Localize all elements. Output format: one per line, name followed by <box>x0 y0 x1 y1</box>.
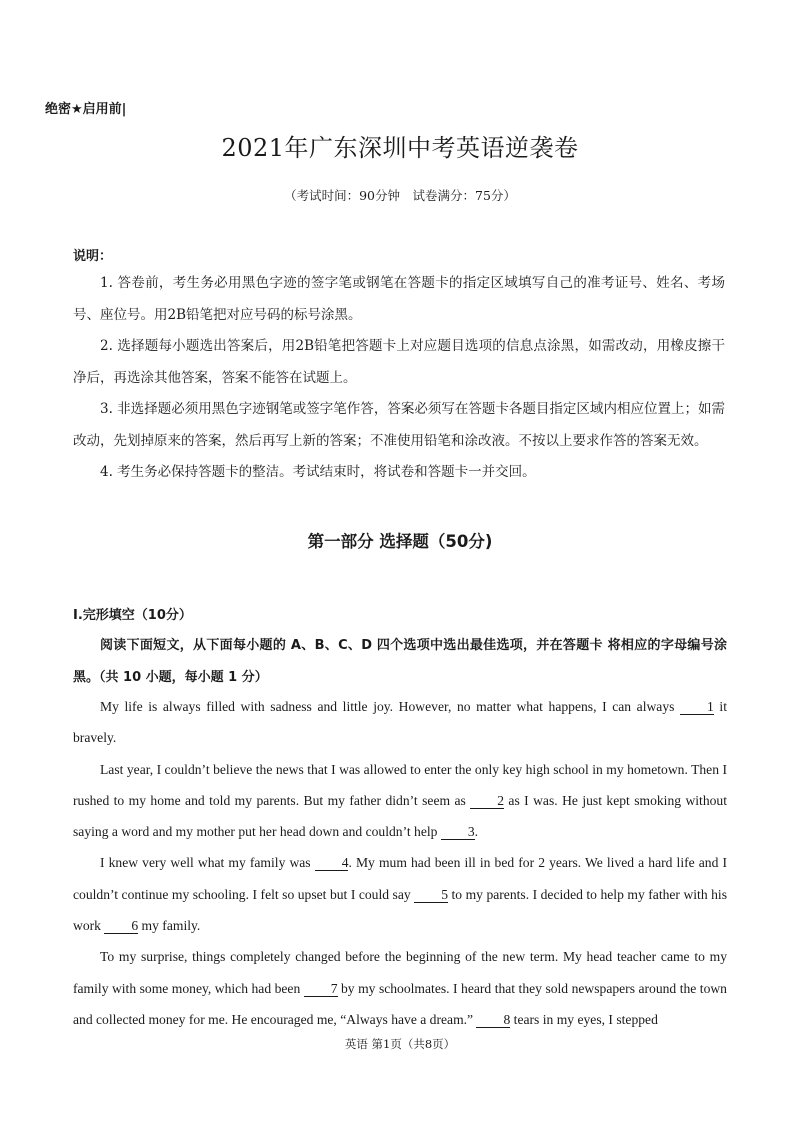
passage-text: my family. <box>138 918 201 934</box>
section-heading: I.完形填空（10分） <box>73 608 192 623</box>
passage-text: To my surprise, things completely changed before the beginning of the new term. My head teacher came to my family with some money, which had been <box>73 949 727 996</box>
passage-text: by my schoolmates. I heard that they sold newspapers around the town and collected money for me. He encouraged me, “Always have a dream.” <box>73 980 727 1027</box>
cloze-blank: 3 <box>441 825 475 840</box>
cloze-blank: 4 <box>315 856 349 871</box>
passage-text: tears in my eyes, I stepped <box>510 1011 658 1027</box>
notes-label: 说明： <box>73 249 113 264</box>
note-item: 4. 考生务必保持答题卡的整洁。考试结束时，将试卷和答题卡一并交回。 <box>100 464 536 480</box>
part-title: 第一部分 选择题（50分) <box>307 532 493 551</box>
passage-paragraph <box>73 941 727 1035</box>
exam-subtitle: （考试时间：90分钟 试卷满分：75分） <box>284 188 516 203</box>
passage-text: Last year, I couldn’t believe the news that I was allowed to enter the only key high school in my hometown. Then I rushed to my home and told my parents. But my father didn’t seem as <box>73 761 727 808</box>
cloze-blank: 5 <box>414 888 448 903</box>
exam-title: 2021年广东深圳中考英语逆袭卷 <box>221 134 579 162</box>
passage-text: it bravely. <box>73 699 727 746</box>
passage-paragraph <box>73 691 727 754</box>
passage-text: I knew very well what my family was <box>100 855 315 871</box>
note-item: 3. 非选择题必须用黑色字迹钢笔或签字笔作答，答案必须写在答题卡各题目指定区域内相应位置上；如需改动，先划掉原来的答案，然后再写上新的答案；不准使用铅笔和涂改液。不按以上要求作答的答案无效。 <box>73 401 725 449</box>
cloze-blank: 2 <box>470 794 504 809</box>
page-footer: 英语 第1页（共8页） <box>344 1037 456 1051</box>
note-item: 2. 选择题每小题选出答案后，用2B铅笔把答题卡上对应题目选项的信息点涂黑，如需改动，用橡皮擦干净后，再选涂其他答案，答案不能答在试题上。 <box>73 338 725 386</box>
cloze-blank: 1 <box>680 700 714 715</box>
section-instruction <box>73 630 727 693</box>
note-item: 1. 答卷前，考生务必用黑色字迹的签字笔或钢笔在答题卡的指定区域填写自己的准考证号、姓名、考场号、座位号。用2B铅笔把对应号码的标号涂黑。 <box>73 275 725 323</box>
cloze-blank: 7 <box>304 982 338 997</box>
cloze-blank: 6 <box>104 919 138 934</box>
passage-paragraph <box>73 847 727 941</box>
notes-list <box>73 268 725 489</box>
cloze-passage <box>73 691 727 1035</box>
confidential-label: 绝密★启用前| <box>45 102 127 117</box>
passage-text: My life is always filled with sadness and little joy. However, no matter what happens, I can always <box>100 699 681 714</box>
passage-text: . My mum had been ill in bed for 2 years. We lived a hard life and I couldn’t continue my schooling. I felt so upset but I could say <box>73 855 727 902</box>
passage-text: . <box>474 824 479 840</box>
passage-paragraph <box>73 754 727 848</box>
cloze-blank: 8 <box>476 1013 510 1028</box>
passage-text: as I was. He just kept smoking without saying a word and my mother put her head down and couldn’t help <box>73 792 728 840</box>
instruction-text: 阅读下面短文，从下面每小题的 A、B、C、D 四个选项中选出最佳选项，并在答题卡 将相应的字母编号涂黑。（共 10 小题，每小题 1 分） <box>73 638 727 685</box>
passage-text: to my parents. I decided to help my father with his work <box>73 886 727 934</box>
